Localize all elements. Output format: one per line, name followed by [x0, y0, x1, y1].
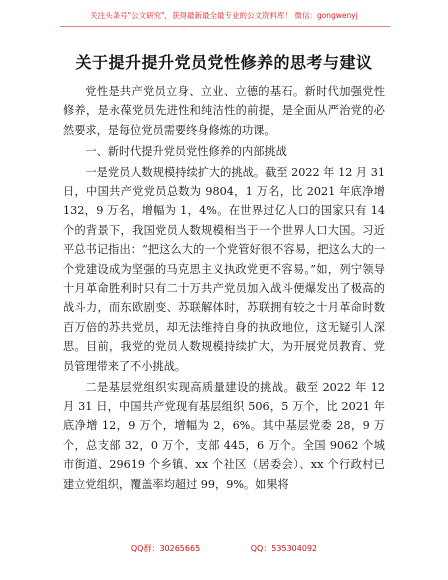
- banner-divider: [60, 26, 390, 27]
- source-banner: 关注头条号"公文研究"，获得最新最全最专业的公文资料库！ 微信：gongwenyj: [90, 11, 358, 20]
- section-heading: 一、新时代提升党员党性修养的内部挑战: [85, 144, 287, 158]
- qq-text: QQ：535304092: [250, 544, 318, 553]
- paragraph-intro: 党性是共产党员立身、立业、立德的基石。新时代加强党性修养，是永葆党员先进性和纯洁性的前提，是全面从严治党的必然要求，是每位党员需要终身修炼的功课。: [63, 85, 385, 137]
- document-body: [63, 82, 385, 496]
- document-title: 关于提升提升党员党性修养的思考与建议: [75, 53, 373, 72]
- qq-group-text: QQ群：30265665: [130, 544, 201, 553]
- paragraph-grassroots: 二是基层党组织实现高质量建设的挑战。截至 2022 年 12 月 31 日，中国共产党现有基层组织 506，5 万个，比 2021 年底净增 12，9 万个，增幅为 2，6%。其中基层党委 28，9 万个，总支部 32，0 万个，支部 445，6 万个。全国 9062 个城市街道、29619 个乡镇、xx 个社区（居委会）、xx 个行政村已建立党组织，覆盖率均超过 99，9%。如果将: [63, 380, 385, 491]
- page-footer: [0, 543, 448, 554]
- paragraph-party-size: 一是党员人数规模持续扩大的挑战。截至 2022 年 12 月 31 日，中国共产党党员总数为 9804，1 万名，比 2021 年底净增 132，9 万名，增幅为 1，4%。在世界过亿人口的国家只有 14 个的背景下，我国党员人数规模相当于一个世界人口大国。习近平总书记指出：“把这么大的一个党管好很不容易，把这么大的一个党建设成为坚强的马克思主义执政党更不容易。”如，列宁领导十月革命胜利时只有二十万共产党员加入战斗便爆发出了极高的战斗力，而东欧剧变、苏联解体时，苏联拥有较之十月革命时数百万倍的苏共党员，却无法维持自身的执政地位，这无疑引人深思。目前，我党的党员人数规模持续扩大，为开展党员教育、党员管理带来了不小挑战。: [63, 165, 385, 373]
